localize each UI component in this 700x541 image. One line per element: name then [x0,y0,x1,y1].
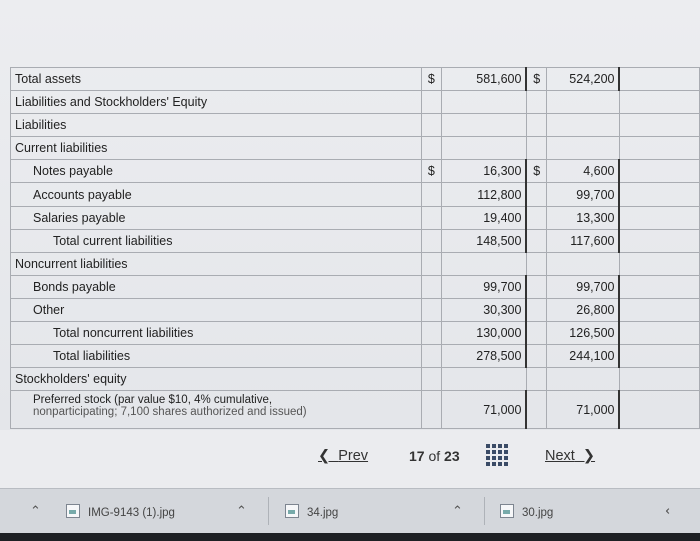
table-row [11,160,700,183]
input-cell[interactable] [619,368,699,391]
input-cell[interactable] [619,229,699,252]
download-item[interactable]: 30.jpg [500,504,553,519]
chevron-left-icon[interactable]: ⌃ [663,505,679,517]
value-cell[interactable]: 71,000 [441,391,526,429]
row-label: Noncurrent liabilities [11,252,422,275]
value-cell[interactable]: 117,600 [546,229,619,252]
value-cell[interactable]: 16,300 [441,160,526,183]
currency-symbol [526,137,546,160]
table-row [11,322,700,345]
input-cell[interactable] [619,391,699,429]
value-cell[interactable]: 126,500 [546,322,619,345]
input-cell[interactable] [619,345,699,368]
currency-symbol [422,322,442,345]
download-item[interactable]: IMG-9143 (1).jpg [66,504,175,519]
row-label: Accounts payable [11,183,422,206]
row-label: Total liabilities [11,345,422,368]
table-row [11,391,700,429]
input-cell[interactable] [619,160,699,183]
value-cell[interactable] [546,252,619,275]
row-label: Notes payable [11,160,422,183]
row-label: Preferred stock (par value $10, 4% cumulative, nonparticipating; 7,100 shares authorized and issued) [11,391,422,429]
input-cell[interactable] [619,114,699,137]
currency-symbol [526,368,546,391]
currency-symbol [422,345,442,368]
value-cell[interactable]: 130,000 [441,322,526,345]
input-cell[interactable] [619,183,699,206]
input-cell[interactable] [619,275,699,298]
balance-sheet-table [10,67,700,429]
table-row [11,68,700,91]
value-cell[interactable]: 26,800 [546,298,619,321]
table-row [11,252,700,275]
input-cell[interactable] [619,68,699,91]
currency-symbol [422,229,442,252]
currency-symbol [422,252,442,275]
value-cell[interactable] [546,368,619,391]
row-label: Current liabilities [11,137,422,160]
currency-symbol: $ [526,68,546,91]
currency-symbol [526,91,546,114]
input-cell[interactable] [619,91,699,114]
value-cell[interactable]: 148,500 [441,229,526,252]
currency-symbol [526,298,546,321]
value-cell[interactable]: 99,700 [441,275,526,298]
row-label: Total noncurrent liabilities [11,322,422,345]
table-row [11,229,700,252]
row-label: Liabilities [11,114,422,137]
row-label: Total assets [11,68,422,91]
value-cell[interactable]: 13,300 [546,206,619,229]
value-cell[interactable]: 4,600 [546,160,619,183]
table-row [11,275,700,298]
currency-symbol [422,183,442,206]
input-cell[interactable] [619,252,699,275]
table-row [11,368,700,391]
table-row [11,114,700,137]
value-cell[interactable]: 71,000 [546,391,619,429]
value-cell[interactable] [441,137,526,160]
currency-symbol [526,229,546,252]
input-cell[interactable] [619,206,699,229]
page-counter: 17 of 23 [409,448,460,464]
next-button[interactable]: Next ❯ [545,448,596,464]
image-file-icon [285,504,299,518]
row-label: Stockholders' equity [11,368,422,391]
table-row [11,206,700,229]
currency-symbol [422,137,442,160]
value-cell[interactable]: 244,100 [546,345,619,368]
row-label: Liabilities and Stockholders' Equity [11,91,422,114]
currency-symbol [422,91,442,114]
value-cell[interactable] [546,91,619,114]
row-label: Bonds payable [11,275,422,298]
value-cell[interactable] [441,368,526,391]
prev-button[interactable]: ❮ Prev [318,448,369,464]
chevron-up-icon[interactable]: ⌃ [452,503,463,518]
downloads-bar [0,488,700,534]
chevron-up-icon[interactable]: ⌃ [30,503,41,518]
value-cell[interactable]: 19,400 [441,206,526,229]
window-bottom-edge [0,533,700,541]
table-row [11,137,700,160]
currency-symbol [526,183,546,206]
currency-symbol [422,275,442,298]
row-label: Other [11,298,422,321]
currency-symbol [422,298,442,321]
image-file-icon [500,504,514,518]
value-cell[interactable]: 99,700 [546,275,619,298]
download-item[interactable]: 34.jpg [285,504,338,519]
value-cell[interactable] [546,137,619,160]
input-cell[interactable] [619,298,699,321]
table-row [11,183,700,206]
grid-view-icon[interactable] [486,444,508,466]
value-cell[interactable]: 30,300 [441,298,526,321]
table-row [11,91,700,114]
currency-symbol [526,114,546,137]
input-cell[interactable] [619,137,699,160]
value-cell[interactable]: 99,700 [546,183,619,206]
currency-symbol [422,206,442,229]
current-page: 17 [409,448,425,464]
value-cell[interactable]: 278,500 [441,345,526,368]
image-file-icon [66,504,80,518]
value-cell[interactable] [441,252,526,275]
chevron-right-icon: ❯ [574,448,596,464]
currency-symbol: $ [422,68,442,91]
value-cell[interactable] [441,91,526,114]
currency-symbol [422,114,442,137]
row-label: Salaries payable [11,206,422,229]
currency-symbol [526,252,546,275]
value-cell[interactable] [441,114,526,137]
total-pages: 23 [444,448,460,464]
currency-symbol [526,345,546,368]
pagination-bar [0,430,700,488]
row-label: Total current liabilities [11,229,422,252]
value-cell[interactable]: 524,200 [546,68,619,91]
currency-symbol: $ [526,160,546,183]
input-cell[interactable] [619,322,699,345]
currency-symbol [526,322,546,345]
currency-symbol [526,206,546,229]
value-cell[interactable]: 112,800 [441,183,526,206]
currency-symbol: $ [422,160,442,183]
chevron-left-icon: ❮ [318,448,339,464]
table-row [11,345,700,368]
value-cell[interactable]: 581,600 [441,68,526,91]
value-cell[interactable] [546,114,619,137]
currency-symbol [422,368,442,391]
chevron-up-icon[interactable]: ⌃ [236,503,247,518]
currency-symbol [526,275,546,298]
table-row [11,298,700,321]
